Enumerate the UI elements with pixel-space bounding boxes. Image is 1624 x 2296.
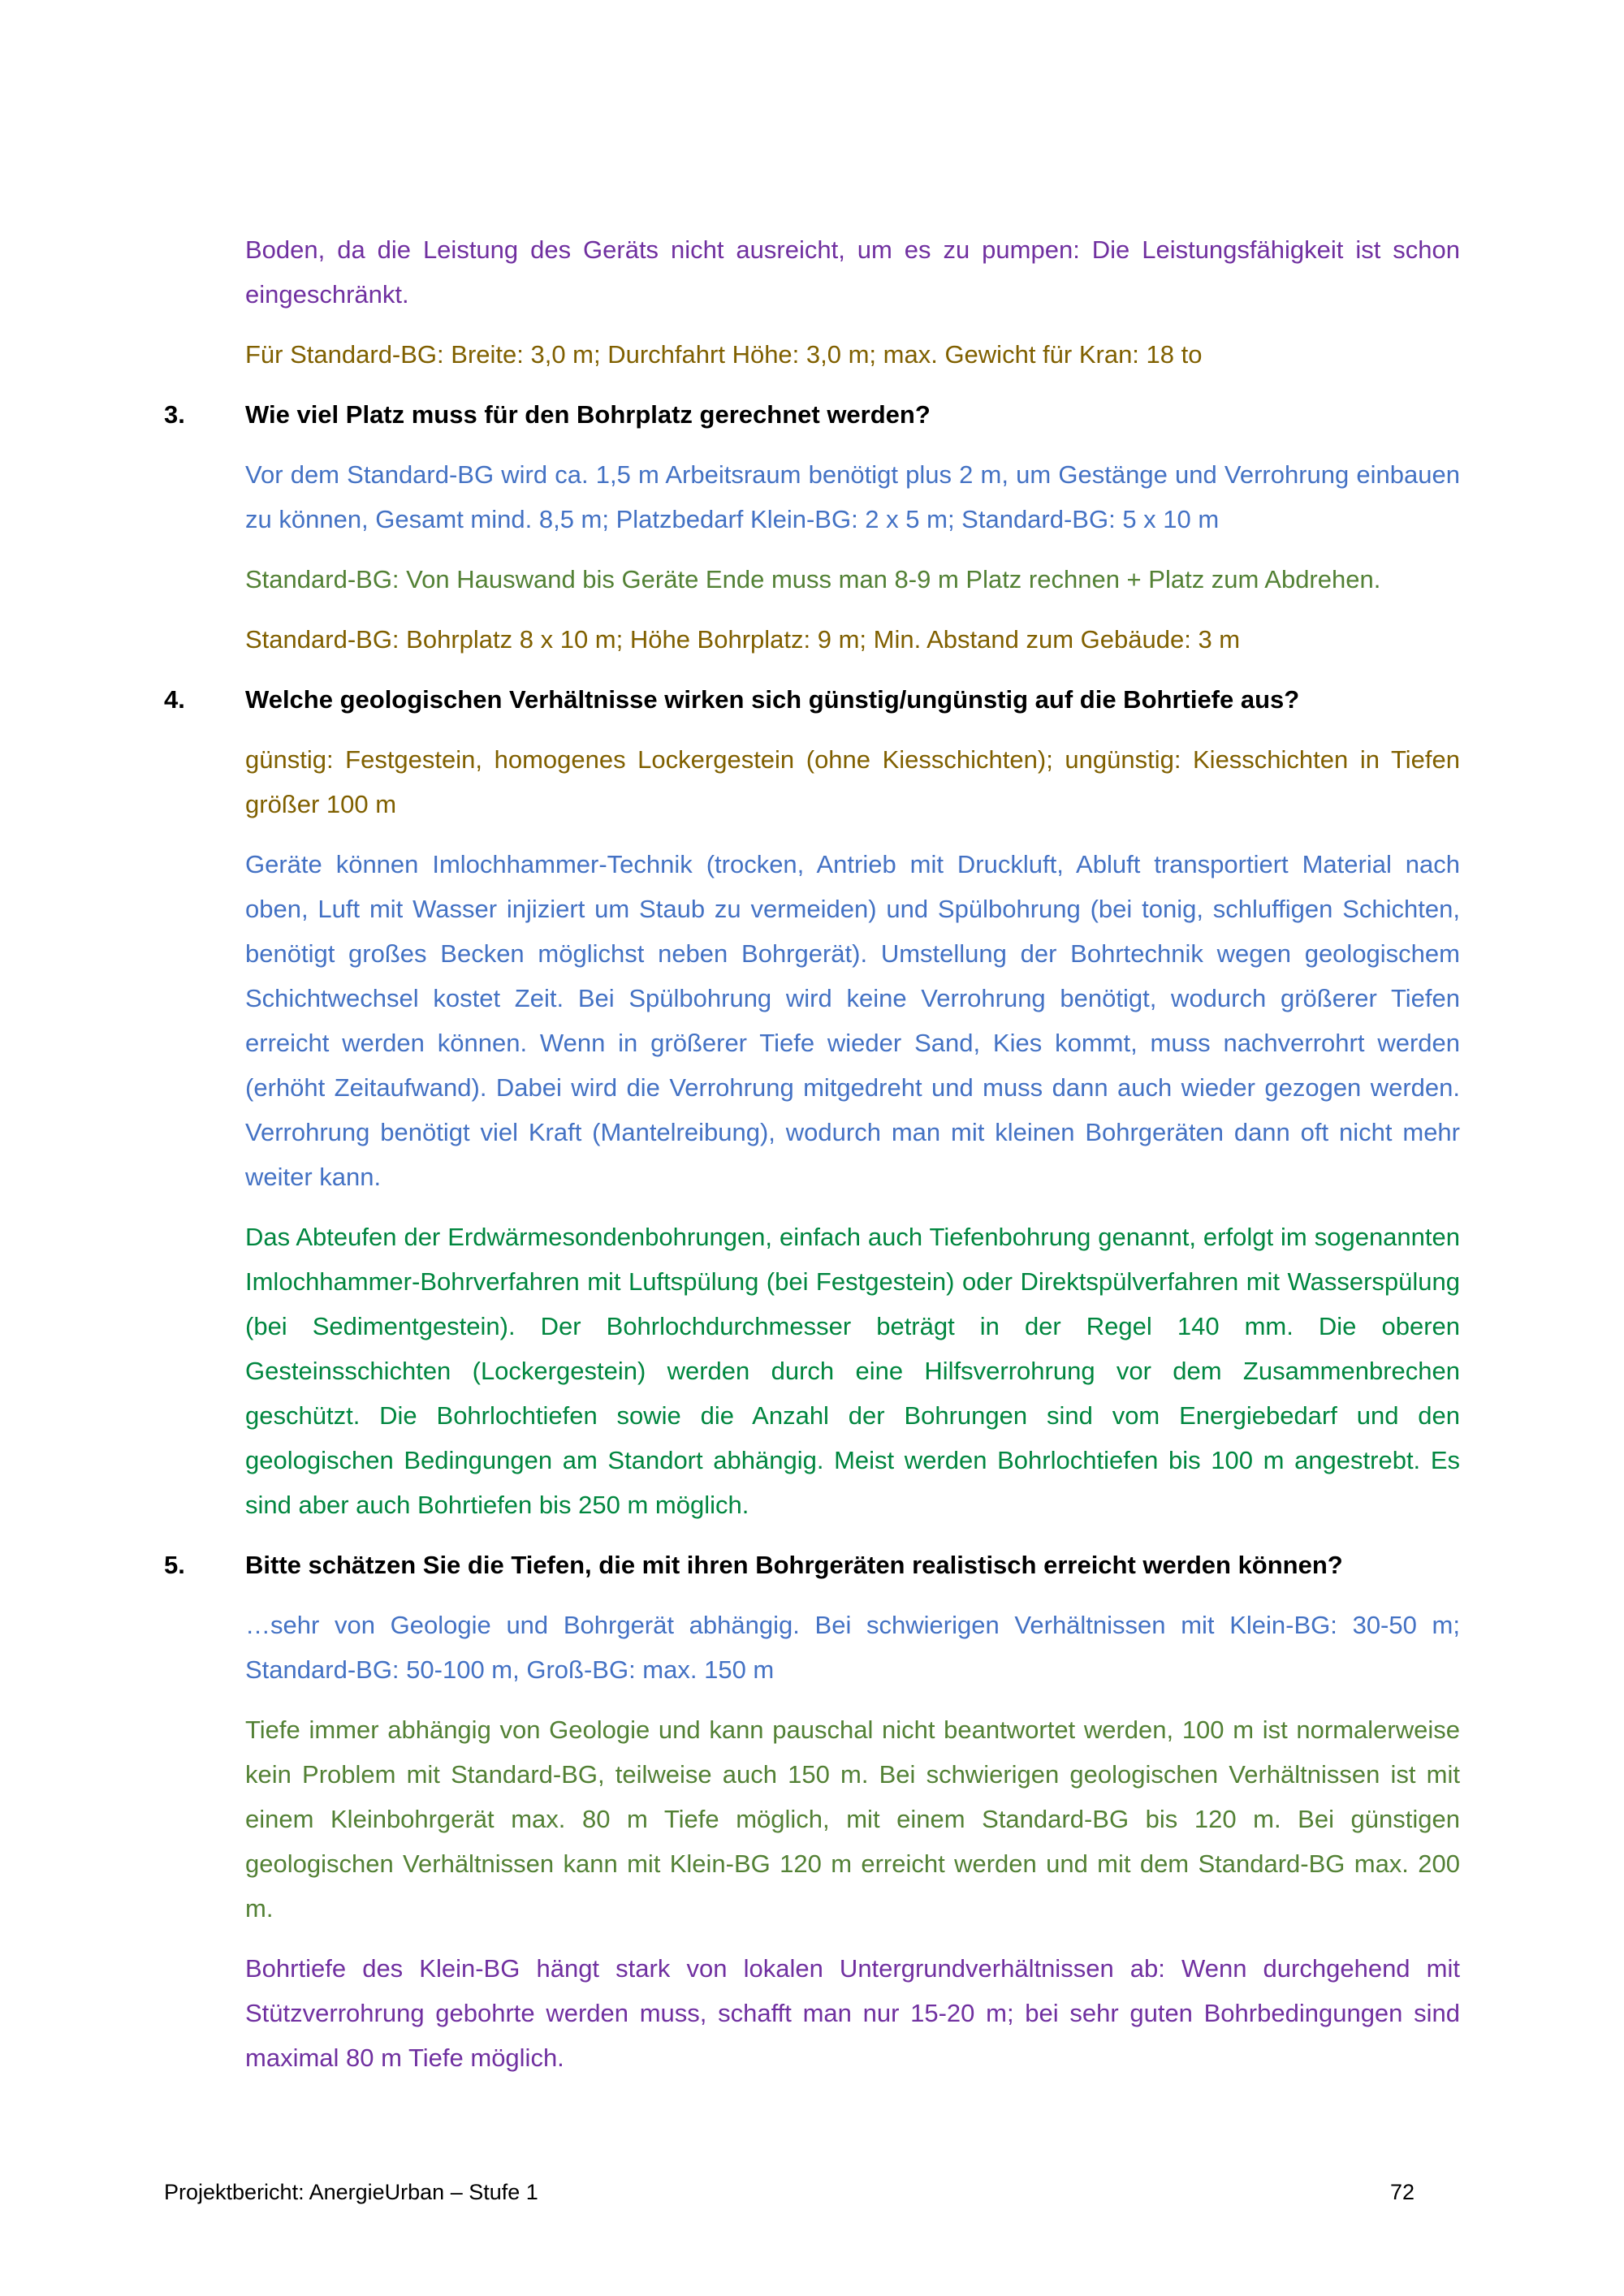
answer-paragraph: Tiefe immer abhängig von Geologie und kann pauschal nicht beantwortet werden, 100 m ist normalerweise kein Problem mit Standard-BG, teilweise auch 150 m. Bei schwierigen geologischen Verhältnissen ist mit einem Kleinbohrgerät max. 80 m Tiefe möglich, mit einem Standard-BG bis 120 m. Bei günstigen geologischen Verhältnissen kann mit Klein-BG 120 m erreicht werden und mit dem Standard-BG max. 200 m. xyxy=(245,1716,1460,1923)
question-3 xyxy=(164,392,1460,437)
answer-paragraph: günstig: Festgestein, homogenes Lockergestein (ohne Kiesschichten); ungünstig: Kiesschichten in Tiefen größer 100 m xyxy=(245,745,1460,818)
page-number: 72 xyxy=(1389,2180,1415,2204)
footer-title: Projektbericht: AnergieUrban – Stufe 1 xyxy=(164,2180,538,2204)
answer-paragraph: Boden, da die Leistung des Geräts nicht ausreicht, um es zu pumpen: Die Leistungsfähigkeit ist schon eingeschränkt. xyxy=(245,235,1460,309)
page-footer xyxy=(164,2176,1415,2208)
question-text: Bitte schätzen Sie die Tiefen, die mit ihren Bohrgeräten realistisch erreicht werden können? xyxy=(245,1551,1343,1579)
answer-paragraph: Bohrtiefe des Klein-BG hängt stark von lokalen Untergrundverhältnissen ab: Wenn durchgehend mit Stützverrohrung gebohrte werden muss, schafft man nur 15-20 m; bei sehr guten Bohrbedingungen sind maximal 80 m Tiefe möglich. xyxy=(245,1954,1460,2072)
answer-paragraph: Geräte können Imlochhammer-Technik (trocken, Antrieb mit Druckluft, Abluft transportiert Material nach oben, Luft mit Wasser injiziert um Staub zu vermeiden) und Spülbohrung (bei tonig, schluffigen Schichten, benötigt großes Becken möglichst neben Bohrgerät). Umstellung der Bohrtechnik wegen geologischem Schichtwechsel kostet Zeit. Bei Spülbohrung wird keine Verrohrung benötigt, wodurch größerer Tiefen erreicht werden können. Wenn in größerer Tiefe wieder Sand, Kies kommt, muss nachverrohrt werden (erhöht Zeitaufwand). Dabei wird die Verrohrung mitgedreht und muss dann auch wieder gezogen werden. Verrohrung benötigt viel Kraft (Mantelreibung), wodurch man mit kleinen Bohrgeräten dann oft nicht mehr weiter kann. xyxy=(245,850,1460,1191)
question-4 xyxy=(164,677,1460,722)
question-number: 5. xyxy=(164,1551,185,1579)
answer-paragraph: Das Abteufen der Erdwärmesondenbohrungen, einfach auch Tiefenbohrung genannt, erfolgt im sogenannten Imlochhammer-Bohrverfahren mit Luftspülung (bei Festgestein) oder Direktspülverfahren mit Wasserspülung (bei Sedimentgestein). Der Bohrlochdurchmesser beträgt in der Regel 140 mm. Die oberen Gesteinsschichten (Lockergestein) werden durch eine Hilfsverrohrung vor dem Zusammenbrechen geschützt. Die Bohrlochtiefen sowie die Anzahl der Bohrungen sind vom Energiebedarf und den geologischen Bedingungen am Standort abhängig. Meist werden Bohrlochtiefen bis 100 m angestrebt. Es sind aber auch Bohrtiefen bis 250 m möglich. xyxy=(245,1223,1460,1519)
question-number: 4. xyxy=(164,685,185,714)
question-text: Wie viel Platz muss für den Bohrplatz gerechnet werden? xyxy=(245,400,931,429)
answer-paragraph: Standard-BG: Bohrplatz 8 x 10 m; Höhe Bohrplatz: 9 m; Min. Abstand zum Gebäude: 3 m xyxy=(245,625,1241,654)
answer-paragraph: Für Standard-BG: Breite: 3,0 m; Durchfahrt Höhe: 3,0 m; max. Gewicht für Kran: 18 to xyxy=(245,340,1203,369)
question-5 xyxy=(164,1543,1460,1587)
question-text: Welche geologischen Verhältnisse wirken sich günstig/ungünstig auf die Bohrtiefe aus? xyxy=(245,685,1300,714)
question-number: 3. xyxy=(164,400,185,429)
answer-paragraph: …sehr von Geologie und Bohrgerät abhängig. Bei schwierigen Verhältnissen mit Klein-BG: 30-50 m; Standard-BG: 50-100 m, Groß-BG: max. 150 m xyxy=(245,1611,1460,1684)
answer-paragraph: Vor dem Standard-BG wird ca. 1,5 m Arbeitsraum benötigt plus 2 m, um Gestänge und Verrohrung einbauen zu können, Gesamt mind. 8,5 m; Platzbedarf Klein-BG: 2 x 5 m; Standard-BG: 5 x 10 m xyxy=(245,460,1460,533)
page-body xyxy=(164,227,1460,2080)
answer-paragraph: Standard-BG: Von Hauswand bis Geräte Ende muss man 8-9 m Platz rechnen + Platz zum Abdrehen. xyxy=(245,565,1381,593)
